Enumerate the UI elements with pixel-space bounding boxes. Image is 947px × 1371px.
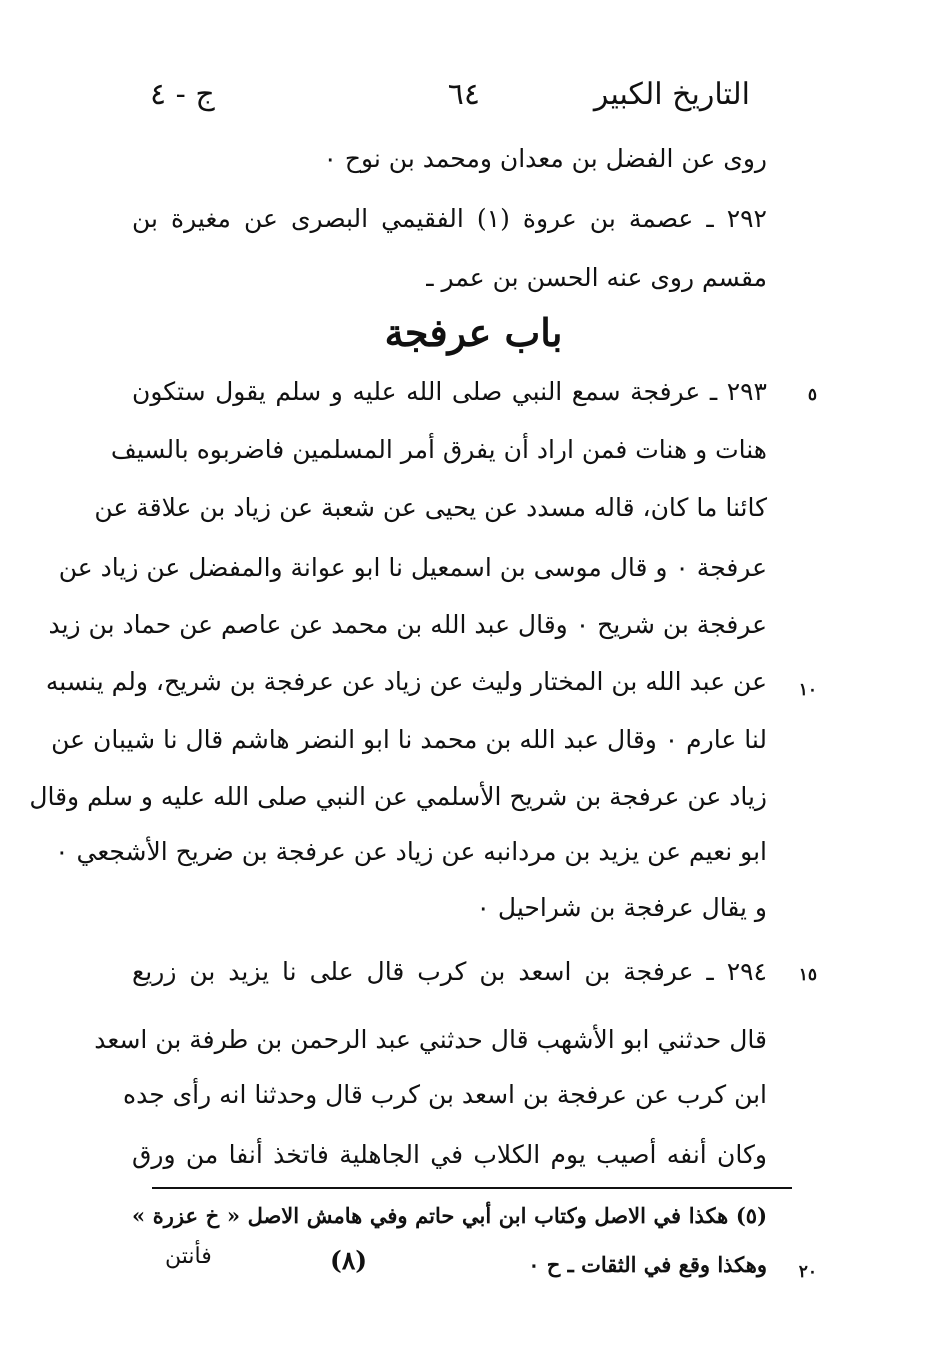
footnote-divider <box>152 1187 792 1189</box>
text-line: عرفجة بن شريح ٠ وقال عبد الله بن محمد عن عاصم عن حماد بن زيد <box>48 610 767 639</box>
text-line: كائنا ما كان، قاله مسدد عن يحيى عن شعبة عن زياد بن علاقة عن <box>94 493 767 522</box>
text-line: لنا عارم ٠ وقال عبد الله بن محمد نا ابو النضر هاشم قال نا شيبان عن <box>51 725 767 754</box>
text-line: عرفجة ٠ و قال موسى بن اسمعيل نا ابو عوانة والمفضل عن زياد عن <box>58 553 767 582</box>
entry-294-line: ٢٩٤ ـ عرفجة بن اسعد بن كرب قال على نا يزيد بن زريع <box>132 957 767 986</box>
margin-line-number: ٥ <box>807 385 817 405</box>
text-line: و يقال عرفجة بن شراحيل ٠ <box>476 893 767 922</box>
text-line: ابن كرب عن عرفجة بن اسعد بن كرب قال وحدثنا انه رأى جده <box>122 1080 767 1109</box>
text-line: هنات و هنات فمن اراد أن يفرق أمر المسلمين فاضربوه بالسيف <box>110 435 767 464</box>
margin-line-number: ١٠ <box>798 680 817 700</box>
entry-292-line: ٢٩٢ ـ عصمة بن عروة (١) الفقيمي البصرى عن مغيرة بن <box>132 204 767 233</box>
text-line: مقسم روى عنه الحسن بن عمر ـ <box>426 263 767 292</box>
margin-line-number: ١٥ <box>798 965 817 985</box>
text-line: زياد عن عرفجة بن شريح الأسلمي عن النبي صلى الله عليه و سلم وقال <box>29 782 767 811</box>
catchword: فأنتن <box>165 1244 212 1269</box>
text-line: قال حدثني ابو الأشهب قال حدثني عبد الرحمن بن طرفة بن اسعد <box>94 1025 767 1054</box>
margin-line-number: ٢٠ <box>798 1262 817 1282</box>
signature-mark: (٨) <box>330 1246 368 1275</box>
text-line: عن عبد الله بن المختار وليث عن زياد عن عرفجة بن شريح، ولم ينسبه <box>45 667 767 696</box>
chapter-heading: باب عرفجة <box>384 310 563 355</box>
footnote-line: (٥) هكذا في الاصل وكتاب ابن أبي حاتم وفي هامش الاصل « خ عزرة » <box>132 1203 767 1228</box>
book-title: التاريخ الكبير <box>593 77 750 112</box>
page-number: ٦٤ <box>447 77 480 112</box>
footnote-line: وهكذا وقع في الثقات ـ ح ٠ <box>528 1252 767 1277</box>
text-line: وكان أنفه أصيب يوم الكلاب في الجاهلية فاتخذ أنفا من ورق <box>132 1140 767 1169</box>
page-header <box>150 70 750 120</box>
text-line: ابو نعيم عن يزيد بن مردانبه عن زياد عن عرفجة بن ضريح الأشجعي ٠ <box>55 837 767 866</box>
entry-293-line: ٢٩٣ ـ عرفجة سمع النبي صلى الله عليه و سلم يقول ستكون <box>132 377 767 406</box>
volume-label: ج - ٤ <box>150 77 215 112</box>
text-line: روى عن الفضل بن معدان ومحمد بن نوح ٠ <box>323 144 767 173</box>
